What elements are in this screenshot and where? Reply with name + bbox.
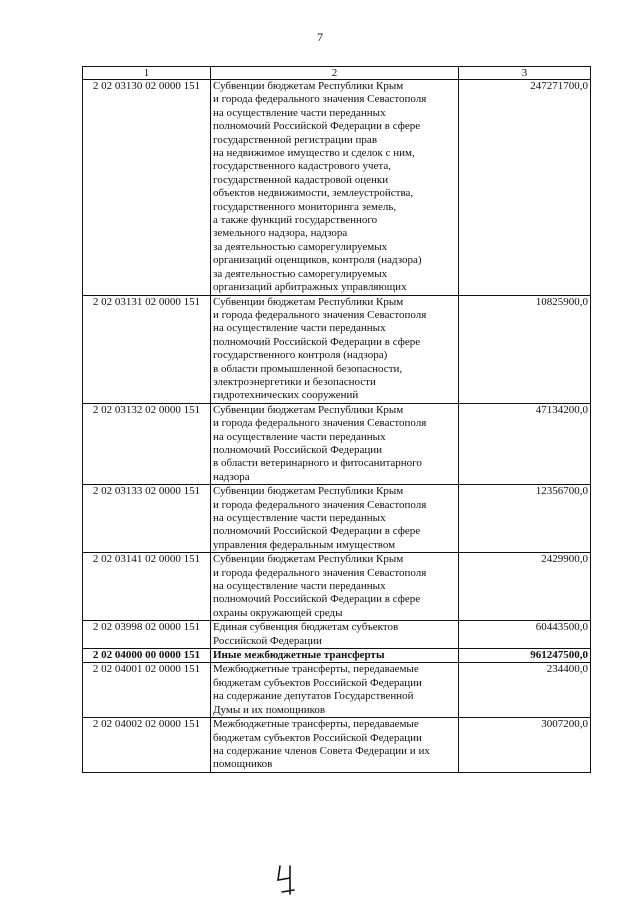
description-line: электроэнергетики и безопасности: [213, 375, 376, 388]
row-description: [211, 80, 459, 296]
description-line: земельного надзора, надзора: [213, 227, 348, 240]
row-description: [211, 553, 459, 621]
row-code: 2 02 03132 02 0000 151: [83, 403, 211, 484]
description-line: организаций арбитражных управляющих: [213, 281, 407, 294]
description-line: бюджетам субъектов Российской Федерации: [213, 676, 422, 689]
description-line: управления федеральным имуществом: [213, 538, 396, 551]
description-line: гидротехнических сооружений: [213, 389, 359, 402]
row-amount: 961247500,0: [459, 649, 591, 663]
description-line: и города федерального значения Севастополя: [213, 498, 427, 511]
description-line: государственного мониторинга земель,: [213, 200, 397, 213]
description-line: за деятельностью саморегулируемых: [213, 267, 388, 280]
description-line: и города федерального значения Севастополя: [213, 566, 427, 579]
row-amount: 12356700,0: [459, 485, 591, 553]
description-line: надзора: [213, 470, 250, 483]
table-row: [83, 621, 591, 649]
handwritten-mark: [268, 860, 308, 900]
description-line: Иные межбюджетные трансферты: [213, 649, 385, 662]
row-description: [211, 621, 459, 649]
description-line: Межбюджетные трансферты, передаваемые: [213, 718, 419, 731]
row-code: 2 02 03998 02 0000 151: [83, 621, 211, 649]
row-code: 2 02 04002 02 0000 151: [83, 718, 211, 773]
budget-table: [82, 66, 591, 773]
row-description: [211, 403, 459, 484]
header-row: [83, 67, 591, 80]
description-line: на осуществление части переданных: [213, 322, 386, 335]
row-amount: 247271700,0: [459, 80, 591, 296]
description-line: на недвижимое имущество и сделок с ним,: [213, 147, 415, 160]
table-row: [83, 663, 591, 718]
row-amount: 3007200,0: [459, 718, 591, 773]
page-number: 7: [317, 30, 323, 44]
row-code: 2 02 03131 02 0000 151: [83, 295, 211, 403]
description-line: государственной регистрации прав: [213, 133, 378, 146]
description-line: и города федерального значения Севастополя: [213, 93, 427, 106]
description-line: полномочий Российской Федерации в сфере: [213, 120, 421, 133]
description-line: полномочий Российской Федерации в сфере: [213, 335, 421, 348]
description-line: охраны окружающей среды: [213, 606, 343, 619]
table-row: [83, 485, 591, 553]
description-line: Межбюджетные трансферты, передаваемые: [213, 663, 419, 676]
row-code: 2 02 03141 02 0000 151: [83, 553, 211, 621]
table-row: [83, 553, 591, 621]
column-header-1: 1: [83, 67, 211, 80]
description-line: и города федерального значения Севастополя: [213, 417, 427, 430]
description-line: Субвенции бюджетам Республики Крым: [213, 403, 404, 416]
description-line: Субвенции бюджетам Республики Крым: [213, 553, 404, 566]
table-row: [83, 718, 591, 773]
table-body: [83, 80, 591, 773]
description-line: Субвенции бюджетам Республики Крым: [213, 295, 404, 308]
description-line: на содержание депутатов Государственной: [213, 690, 414, 703]
description-line: бюджетам субъектов Российской Федерации: [213, 731, 422, 744]
row-description: [211, 663, 459, 718]
description-line: а также функций государственного: [213, 214, 378, 227]
description-line: Субвенции бюджетам Республики Крым: [213, 80, 404, 92]
row-description: [211, 485, 459, 553]
description-line: государственного контроля (надзора): [213, 349, 388, 362]
description-line: Российской Федерации: [213, 634, 322, 647]
description-line: в области ветеринарного и фитосанитарного: [213, 457, 422, 470]
description-line: организаций оценщиков, контроля (надзора): [213, 254, 422, 267]
row-amount: 47134200,0: [459, 403, 591, 484]
description-line: Думы и их помощников: [213, 703, 326, 716]
description-line: на содержание членов Совета Федерации и их: [213, 744, 430, 757]
description-line: за деятельностью саморегулируемых: [213, 240, 388, 253]
row-code: 2 02 03130 02 0000 151: [83, 80, 211, 296]
description-line: и города федерального значения Севастополя: [213, 308, 427, 321]
row-description: [211, 649, 459, 663]
description-line: в области промышленной безопасности,: [213, 362, 403, 375]
row-description: [211, 718, 459, 773]
description-line: на осуществление части переданных: [213, 106, 386, 119]
row-description: [211, 295, 459, 403]
table-row: [83, 403, 591, 484]
row-code: 2 02 03133 02 0000 151: [83, 485, 211, 553]
description-line: Субвенции бюджетам Республики Крым: [213, 485, 404, 498]
table-row: [83, 80, 591, 296]
description-line: полномочий Российской Федерации в сфере: [213, 593, 421, 606]
description-line: полномочий Российской Федерации: [213, 443, 383, 456]
row-amount: 2429900,0: [459, 553, 591, 621]
description-line: государственной кадастровой оценки: [213, 173, 389, 186]
description-line: помощников: [213, 758, 273, 771]
description-line: на осуществление части переданных: [213, 512, 386, 524]
description-line: на осуществление части переданных: [213, 430, 386, 443]
row-amount: 60443500,0: [459, 621, 591, 649]
table-row: [83, 649, 591, 663]
row-amount: 10825900,0: [459, 295, 591, 403]
column-header-3: 3: [459, 67, 591, 80]
row-code: 2 02 04000 00 0000 151: [83, 649, 211, 663]
description-line: на осуществление части переданных: [213, 580, 386, 593]
table-row: [83, 295, 591, 403]
description-line: объектов недвижимости, землеустройства,: [213, 187, 414, 200]
description-line: Единая субвенция бюджетам субъектов: [213, 621, 399, 634]
column-header-2: 2: [211, 67, 459, 80]
row-amount: 234400,0: [459, 663, 591, 718]
row-code: 2 02 04001 02 0000 151: [83, 663, 211, 718]
description-line: государственного кадастрового учета,: [213, 160, 391, 173]
description-line: полномочий Российской Федерации в сфере: [213, 525, 421, 538]
